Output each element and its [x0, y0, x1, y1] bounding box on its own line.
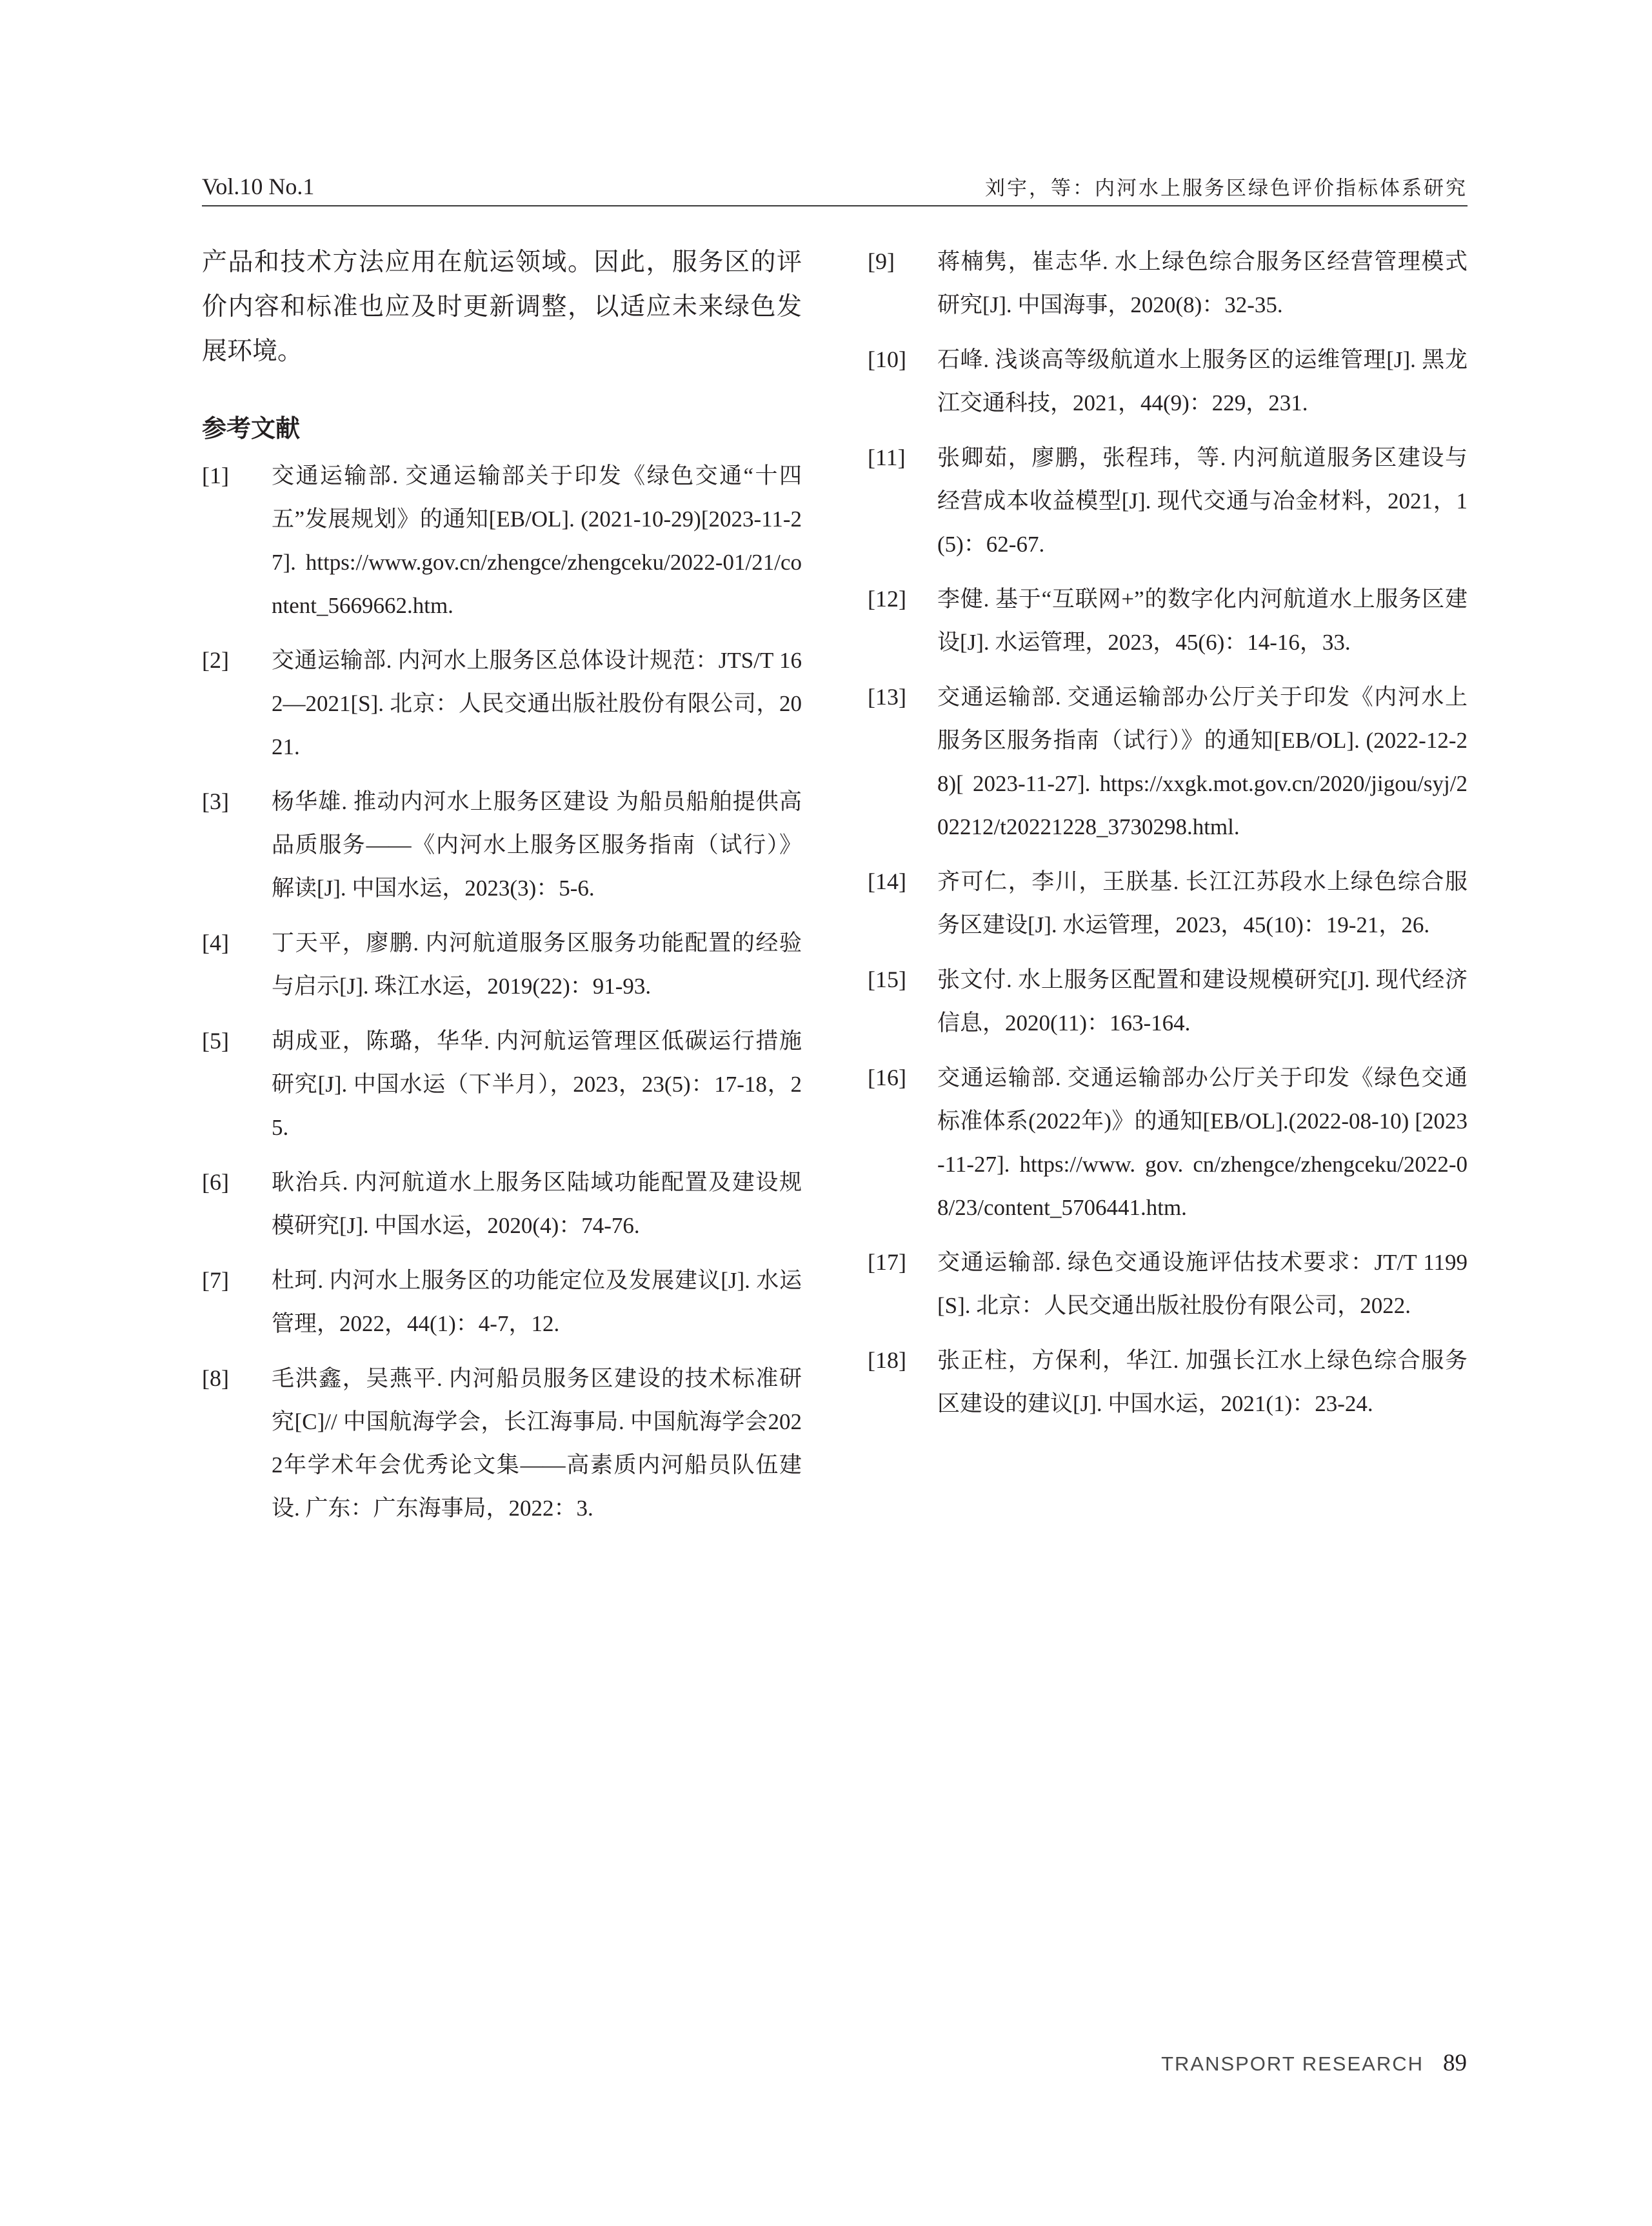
reference-number: [12] — [868, 586, 906, 612]
reference-number: [14] — [868, 868, 906, 894]
reference-item — [868, 1339, 1468, 1425]
reference-item — [868, 676, 1468, 848]
reference-item — [202, 1259, 802, 1345]
reference-number: [11] — [868, 445, 906, 470]
reference-item — [868, 958, 1468, 1045]
reference-text: 张文付. 水上服务区配置和建设规模研究[J]. 现代经济信息，2020(11)：163-164. — [937, 967, 1468, 1036]
reference-text: 交通运输部. 交通运输部办公厅关于印发《内河水上服务区服务指南（试行）》的通知[EB/OL]. (2022-12-28)[ 2023-11-27]. https://xxgk.mot.gov.cn/2020/jigou/syj/202212/t20221228_3730298.html. — [937, 685, 1468, 839]
page-number: 89 — [1443, 2050, 1467, 2076]
reference-number: [13] — [868, 684, 906, 710]
reference-text: 张卿茹，廖鹏，张程玮，等. 内河航道服务区建设与经营成本收益模型[J]. 现代交通与冶金材料，2021，1(5)：62-67. — [937, 445, 1468, 557]
reference-number: [15] — [868, 967, 906, 992]
reference-text: 耿治兵. 内河航道水上服务区陆域功能配置及建设规模研究[J]. 中国水运，2020(4)：74-76. — [272, 1170, 802, 1238]
reference-list-left — [202, 454, 802, 1530]
reference-text: 李健. 基于“互联网+”的数字化内河航道水上服务区建设[J]. 水运管理，2023，45(6)：14-16，33. — [937, 587, 1468, 655]
reference-text: 石峰. 浅谈高等级航道水上服务区的运维管理[J]. 黑龙江交通科技，2021，44(9)：229，231. — [937, 347, 1468, 416]
reference-number: [1] — [202, 463, 229, 488]
reference-item — [868, 860, 1468, 947]
journal-name: TRANSPORT RESEARCH — [1161, 2052, 1424, 2075]
reference-text: 交通运输部. 交通运输部办公厅关于印发《绿色交通标准体系(2022年)》的通知[EB/OL].(2022-08-10) [2023-11-27]. https://www. gov. cn/zhengce/zhengceku/2022-08/23/content_5706441.htm. — [937, 1065, 1468, 1220]
reference-number: [10] — [868, 346, 906, 372]
reference-text: 交通运输部. 绿色交通设施评估技术要求：JT/T 1199[S]. 北京：人民交通出版社股份有限公司，2022. — [937, 1250, 1468, 1318]
right-column — [868, 240, 1468, 1437]
reference-text: 张正柱，方保利，华江. 加强长江水上绿色综合服务区建设的建议[J]. 中国水运，2021(1)：23-24. — [937, 1348, 1468, 1416]
volume-label: Vol.10 No.1 — [202, 174, 315, 199]
reference-number: [6] — [202, 1169, 229, 1195]
reference-number: [2] — [202, 647, 229, 673]
reference-number: [4] — [202, 930, 229, 956]
reference-text: 毛洪鑫，吴燕平. 内河船员服务区建设的技术标准研究[C]// 中国航海学会，长江海事局. 中国航海学会2022年学术年会优秀论文集——高素质内河船员队伍建设. 广东：广东海事局，2022：3. — [272, 1366, 802, 1521]
reference-text: 齐可仁，李川，王朕基. 长江江苏段水上绿色综合服务区建设[J]. 水运管理，2023，45(10)：19-21，26. — [937, 869, 1468, 938]
reference-text: 交通运输部. 内河水上服务区总体设计规范：JTS/T 162—2021[S]. 北京：人民交通出版社股份有限公司，2021. — [272, 648, 802, 759]
reference-item — [868, 436, 1468, 566]
running-header — [202, 169, 1468, 206]
reference-number: [17] — [868, 1249, 906, 1275]
reference-number: [8] — [202, 1365, 229, 1391]
page-footer — [1161, 2049, 1467, 2081]
reference-item — [202, 1019, 802, 1149]
reference-number: [7] — [202, 1267, 229, 1293]
reference-number: [3] — [202, 788, 229, 814]
reference-text: 丁天平，廖鹏. 内河航道服务区服务功能配置的经验与启示[J]. 珠江水运，2019(22)：91-93. — [272, 930, 802, 999]
reference-list-right — [868, 240, 1468, 1425]
left-column — [202, 240, 802, 1541]
reference-item — [202, 454, 802, 627]
reference-item — [202, 1357, 802, 1530]
reference-number: [5] — [202, 1028, 229, 1054]
reference-text: 蒋楠隽，崔志华. 水上绿色综合服务区经营管理模式研究[J]. 中国海事，2020(8)：32-35. — [937, 249, 1468, 317]
reference-number: [18] — [868, 1347, 906, 1373]
reference-item — [868, 240, 1468, 326]
reference-item — [202, 921, 802, 1008]
reference-text: 杨华雄. 推动内河水上服务区建设 为船员船舶提供高品质服务——《内河水上服务区服务指南（试行）》解读[J]. 中国水运，2023(3)：5-6. — [272, 789, 802, 901]
article-short-title: 刘宇，等：内河水上服务区绿色评价指标体系研究 — [985, 177, 1468, 200]
reference-item — [202, 1161, 802, 1247]
reference-number: [9] — [868, 248, 895, 274]
reference-item — [868, 338, 1468, 425]
reference-text: 胡成亚，陈璐，华华. 内河航运管理区低碳运行措施研究[J]. 中国水运（下半月），2023，23(5)：17-18，25. — [272, 1028, 802, 1140]
body-paragraph: 产品和技术方法应用在航运领域。因此，服务区的评价内容和标准也应及时更新调整，以适应未来绿色发展环境。 — [202, 248, 802, 366]
reference-item — [202, 780, 802, 910]
reference-text: 交通运输部. 交通运输部关于印发《绿色交通“十四五”发展规划》的通知[EB/OL]. (2021-10-29)[2023-11-27]. https://www.gov.cn/zhengce/zhengceku/2022-01/21/content_5669662.htm. — [272, 463, 802, 618]
reference-item — [202, 639, 802, 768]
reference-item — [868, 577, 1468, 664]
reference-item — [868, 1056, 1468, 1229]
reference-number: [16] — [868, 1065, 906, 1090]
reference-item — [868, 1241, 1468, 1327]
references-heading: 参考文献 — [202, 414, 301, 443]
reference-text: 杜珂. 内河水上服务区的功能定位及发展建议[J]. 水运管理，2022，44(1)：4-7，12. — [272, 1268, 802, 1336]
